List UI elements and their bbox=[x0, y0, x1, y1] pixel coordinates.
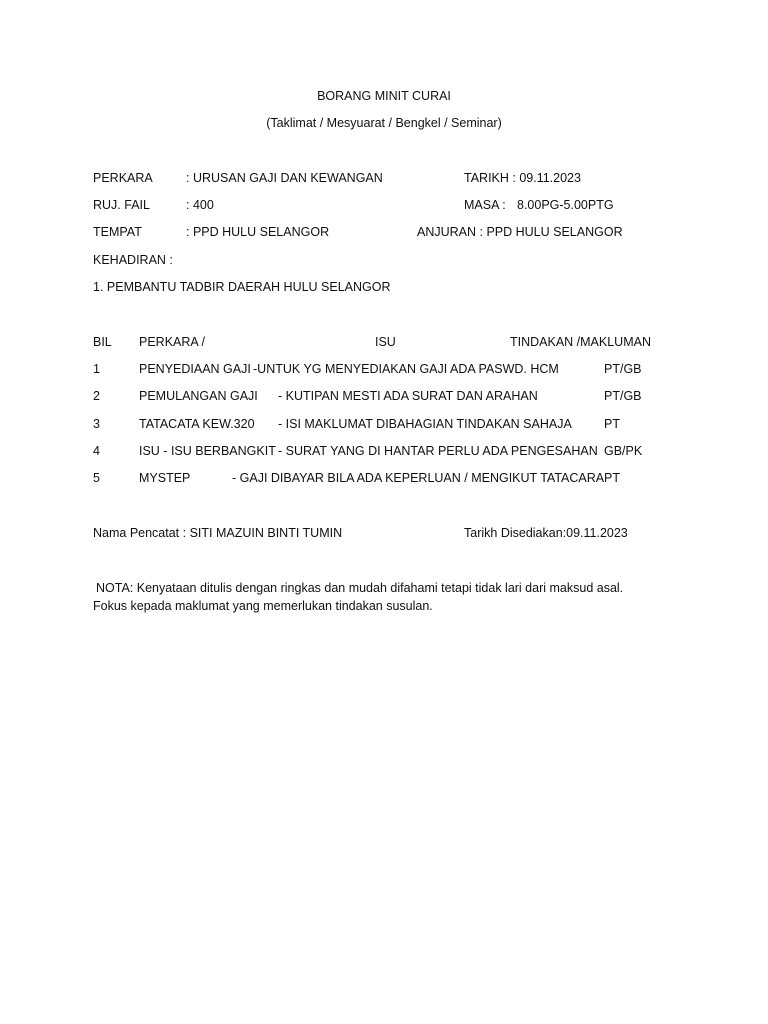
row-bil: 2 bbox=[93, 389, 100, 403]
row-isu: - SURAT YANG DI HANTAR PERLU ADA PENGESAHAN bbox=[278, 444, 598, 458]
pencatat-field: Nama Pencatat : SITI MAZUIN BINTI TUMIN bbox=[93, 526, 343, 540]
header-bil: BIL bbox=[93, 335, 112, 349]
row-isu: - KUTIPAN MESTI ADA SURAT DAN ARAHAN bbox=[278, 389, 538, 403]
tarikh-disediakan-field: Tarikh Disediakan:09.11.2023 bbox=[464, 526, 628, 540]
row-tindakan: PT bbox=[604, 471, 620, 485]
tempat-label: TEMPAT bbox=[93, 225, 142, 239]
row-perkara: PENYEDIAAN GAJI bbox=[139, 362, 251, 376]
row-perkara: ISU - ISU BERBANGKIT bbox=[139, 444, 276, 458]
perkara-value: : URUSAN GAJI DAN KEWANGAN bbox=[186, 171, 383, 185]
row-bil: 4 bbox=[93, 444, 100, 458]
row-tindakan: PT bbox=[604, 417, 620, 431]
rujfail-value: : 400 bbox=[186, 198, 214, 212]
row-tindakan: PT/GB bbox=[604, 389, 642, 403]
kehadiran-label: KEHADIRAN : bbox=[93, 253, 173, 267]
row-bil: 5 bbox=[93, 471, 100, 485]
row-tindakan: PT/GB bbox=[604, 362, 642, 376]
form-subtitle: (Taklimat / Mesyuarat / Bengkel / Seminar) bbox=[266, 116, 502, 130]
row-perkara: TATACATA KEW.320 bbox=[139, 417, 255, 431]
nota-line-1: NOTA: Kenyataan ditulis dengan ringkas dan mudah difahami tetapi tidak lari dari maksud asal. bbox=[96, 581, 624, 595]
anjuran-field: ANJURAN : PPD HULU SELANGOR bbox=[417, 225, 623, 239]
row-perkara: PEMULANGAN GAJI bbox=[139, 389, 258, 403]
rujfail-label: RUJ. FAIL bbox=[93, 198, 150, 212]
masa-value: 8.00PG-5.00PTG bbox=[517, 198, 614, 212]
row-isu: - GAJI DIBAYAR BILA ADA KEPERLUAN / MENGIKUT TATACARA bbox=[232, 471, 605, 485]
row-isu: - ISI MAKLUMAT DIBAHAGIAN TINDAKAN SAHAJA bbox=[278, 417, 572, 431]
row-tindakan: GB/PK bbox=[604, 444, 643, 458]
kehadiran-item: 1. PEMBANTU TADBIR DAERAH HULU SELANGOR bbox=[93, 280, 391, 294]
row-bil: 1 bbox=[93, 362, 100, 376]
form-title: BORANG MINIT CURAI bbox=[317, 89, 451, 103]
row-perkara: MYSTEP bbox=[139, 471, 191, 485]
perkara-label: PERKARA bbox=[93, 171, 153, 185]
header-tindakan: TINDAKAN /MAKLUMAN bbox=[510, 335, 651, 349]
header-perkara: PERKARA / bbox=[139, 335, 205, 349]
nota-line-2: Fokus kepada maklumat yang memerlukan tindakan susulan. bbox=[93, 599, 433, 613]
tarikh-field: TARIKH : 09.11.2023 bbox=[464, 171, 581, 185]
row-isu: -UNTUK YG MENYEDIAKAN GAJI ADA PASWD. HCM bbox=[253, 362, 559, 376]
masa-label: MASA : bbox=[464, 198, 506, 212]
row-bil: 3 bbox=[93, 417, 100, 431]
header-isu: ISU bbox=[375, 335, 396, 349]
tempat-value: : PPD HULU SELANGOR bbox=[186, 225, 330, 239]
